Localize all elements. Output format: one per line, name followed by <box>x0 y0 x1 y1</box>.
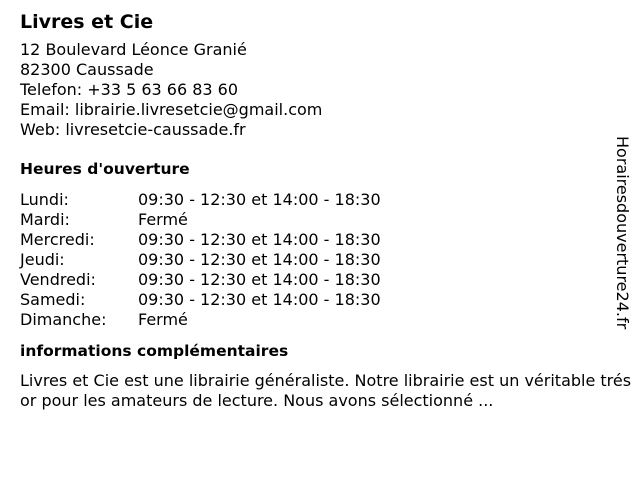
hours-row-saturday <box>20 290 620 310</box>
store-description: Livres et Cie est une librairie généraliste. Notre librairie est un véritable trésor pour les amateurs de lecture. Nous avons sélectionné ... <box>20 371 632 410</box>
hours-row-wednesday <box>20 230 620 250</box>
address-city: 82300 Caussade <box>20 60 154 79</box>
day-label: Samedi: <box>20 290 86 309</box>
day-label: Mercredi: <box>20 230 95 249</box>
day-label: Vendredi: <box>20 270 96 289</box>
email-address[interactable]: Email: librairie.livresetcie@gmail.com <box>20 100 323 119</box>
day-label: Dimanche: <box>20 310 107 329</box>
hours-row-tuesday <box>20 210 620 230</box>
hours-row-monday <box>20 190 620 210</box>
site-watermark: Horairesdouverture24.fr <box>613 136 632 330</box>
time-value: 09:30 - 12:30 et 14:00 - 18:30 <box>138 190 381 209</box>
address-street: 12 Boulevard Léonce Granié <box>20 40 247 59</box>
store-name: Livres et Cie <box>20 11 154 33</box>
additional-info-heading: informations complémentaires <box>20 342 289 360</box>
opening-hours-table <box>20 190 620 330</box>
day-label: Jeudi: <box>20 250 65 269</box>
time-value: 09:30 - 12:30 et 14:00 - 18:30 <box>138 290 381 309</box>
time-value: Fermé <box>138 310 188 329</box>
time-value: Fermé <box>138 210 188 229</box>
hours-row-friday <box>20 270 620 290</box>
day-label: Lundi: <box>20 190 69 209</box>
hours-row-sunday <box>20 310 620 330</box>
phone-number[interactable]: Telefon: +33 5 63 66 83 60 <box>20 80 239 99</box>
hours-row-thursday <box>20 250 620 270</box>
day-label: Mardi: <box>20 210 70 229</box>
time-value: 09:30 - 12:30 et 14:00 - 18:30 <box>138 250 381 269</box>
time-value: 09:30 - 12:30 et 14:00 - 18:30 <box>138 270 381 289</box>
opening-hours-heading: Heures d'ouverture <box>20 160 190 178</box>
website-link[interactable]: Web: livresetcie-caussade.fr <box>20 120 246 139</box>
time-value: 09:30 - 12:30 et 14:00 - 18:30 <box>138 230 381 249</box>
